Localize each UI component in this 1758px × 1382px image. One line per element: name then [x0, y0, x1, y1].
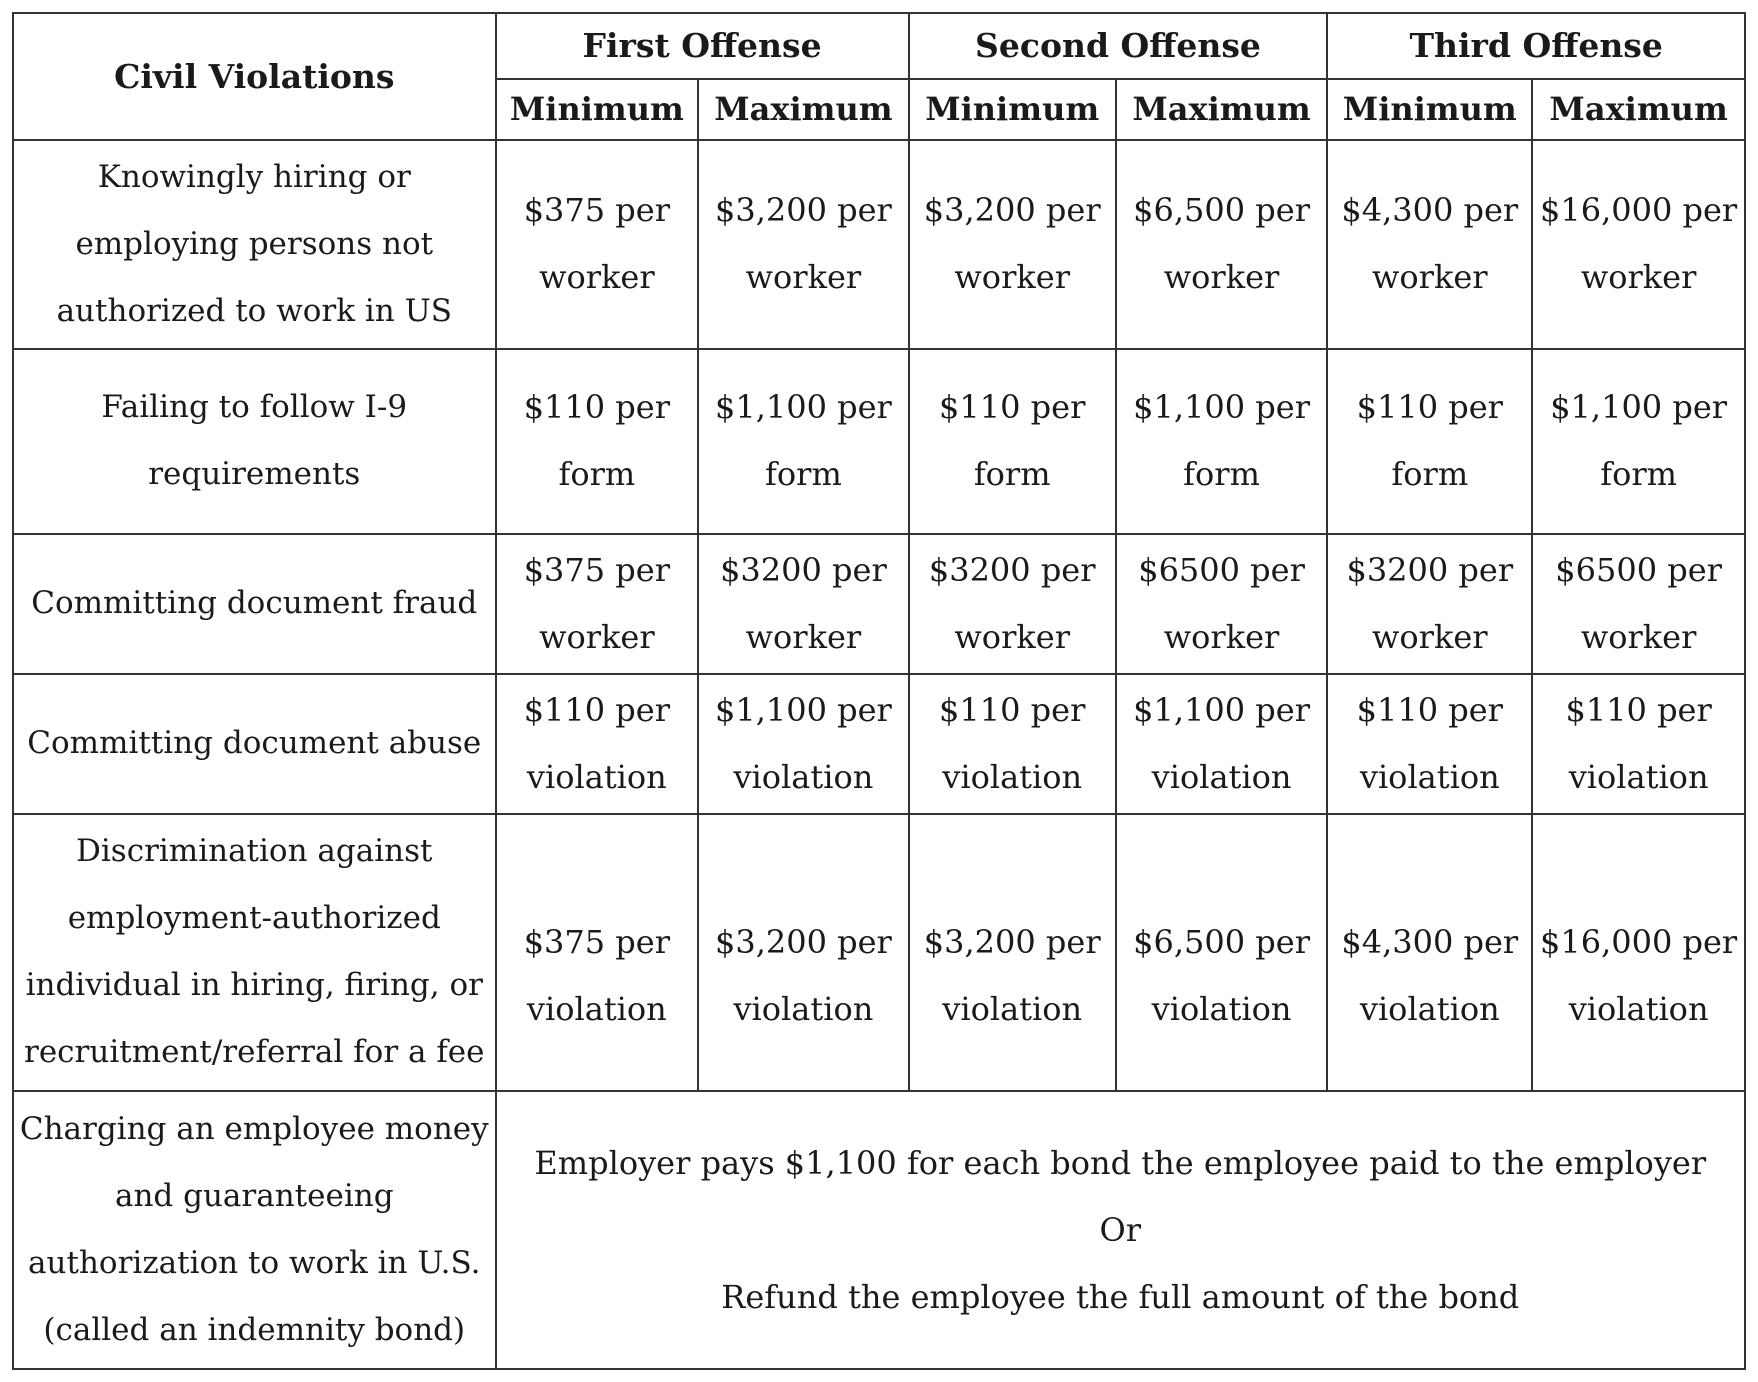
amount-text: $4,300 per [1341, 922, 1519, 961]
description-line: and guaranteeing [114, 1178, 394, 1215]
third-offense-maximum-cell [1532, 140, 1745, 349]
second-offense-maximum-cell [1116, 814, 1328, 1092]
second-offense-minimum-cell [909, 349, 1116, 534]
violation-description [13, 674, 496, 814]
second-offense-maximum-header: Maximum [1116, 79, 1328, 140]
second-offense-maximum-cell [1116, 349, 1328, 534]
amount-text: $375 per [523, 922, 671, 961]
description-line: individual in hiring, firing, or [25, 967, 483, 1004]
third-offense-minimum-cell [1327, 674, 1532, 814]
description-line: Discrimination against [76, 833, 433, 870]
amount-text: $3200 per [720, 550, 887, 589]
second-offense-minimum-cell [909, 674, 1116, 814]
third-offense-maximum-cell [1532, 814, 1745, 1092]
unit-text: form [1391, 455, 1469, 494]
amount-text: $1,100 per [714, 690, 892, 729]
amount-text: $6,500 per [1133, 191, 1310, 230]
unit-text: violation [733, 757, 874, 796]
amount-text: $110 per [1565, 690, 1712, 729]
first-offense-maximum-cell [698, 349, 908, 534]
unit-text: worker [954, 258, 1070, 297]
unit-text: violation [526, 989, 667, 1028]
description-line: Charging an employee money [19, 1111, 489, 1148]
bond-penalty-line: Employer pays $1,100 for each bond the employee paid to the employer [534, 1143, 1707, 1182]
unit-text: violation [1359, 989, 1500, 1028]
unit-text: violation [1151, 989, 1292, 1028]
amount-text: $3,200 per [714, 191, 892, 230]
amount-text: $3,200 per [923, 191, 1101, 230]
first-offense-maximum-header: Maximum [698, 79, 908, 140]
first-offense-minimum-cell [496, 534, 699, 674]
first-offense-header: First Offense [496, 13, 909, 79]
amount-text: $110 per [939, 388, 1086, 427]
amount-text: $110 per [1356, 388, 1503, 427]
unit-text: worker [1580, 258, 1697, 297]
amount-text: $110 per [1356, 690, 1503, 729]
first-offense-maximum-cell [698, 140, 908, 349]
third-offense-minimum-cell [1327, 534, 1532, 674]
third-offense-minimum-cell [1327, 349, 1532, 534]
table-row [13, 534, 1745, 674]
amount-text: $110 per [939, 690, 1086, 729]
second-offense-minimum-header: Minimum [909, 79, 1116, 140]
second-offense-maximum-cell [1116, 140, 1328, 349]
unit-text: violation [1359, 757, 1500, 796]
amount-text: $110 per [523, 690, 671, 729]
second-offense-maximum-cell [1116, 674, 1328, 814]
amount-text: $3,200 per [714, 922, 892, 961]
unit-text: form [973, 455, 1051, 494]
violation-description [13, 534, 496, 674]
first-offense-minimum-cell [496, 140, 699, 349]
amount-text: $110 per [523, 388, 671, 427]
unit-text: worker [539, 617, 655, 656]
third-offense-minimum-header: Minimum [1327, 79, 1532, 140]
amount-text: $4,300 per [1341, 191, 1519, 230]
amount-text: $1,100 per [1133, 388, 1310, 427]
unit-text: form [558, 455, 636, 494]
first-offense-maximum-cell [698, 674, 908, 814]
bond-penalty-line: Refund the employee the full amount of the bond [721, 1277, 1520, 1316]
table-row [13, 674, 1745, 814]
third-offense-maximum-cell [1532, 349, 1745, 534]
amount-text: $6,500 per [1133, 922, 1310, 961]
amount-text: $375 per [523, 550, 671, 589]
unit-text: form [1600, 455, 1677, 494]
description-line: authorization to work in U.S. [28, 1245, 481, 1282]
first-offense-minimum-header: Minimum [496, 79, 699, 140]
unit-text: violation [526, 757, 667, 796]
unit-text: violation [1568, 989, 1709, 1028]
unit-text: violation [942, 757, 1083, 796]
bond-penalty-line: Or [1099, 1210, 1142, 1249]
description-line: recruitment/referral for a fee [24, 1034, 485, 1071]
description-line: Committing document abuse [27, 725, 482, 762]
unit-text: violation [733, 989, 874, 1028]
table-row [13, 1091, 1745, 1369]
second-offense-minimum-cell [909, 140, 1116, 349]
first-offense-maximum-cell [698, 814, 908, 1092]
amount-text: $375 per [523, 191, 671, 230]
unit-text: form [765, 455, 842, 494]
amount-text: $6500 per [1138, 550, 1305, 589]
violation-description [13, 349, 496, 534]
second-offense-minimum-cell [909, 534, 1116, 674]
second-offense-minimum-cell [909, 814, 1116, 1092]
third-offense-maximum-header: Maximum [1532, 79, 1745, 140]
offense-header-row [13, 13, 1745, 79]
unit-text: violation [1151, 757, 1292, 796]
table-row [13, 140, 1745, 349]
amount-text: $3,200 per [923, 922, 1101, 961]
amount-text: $3200 per [1346, 550, 1514, 589]
description-line: Failing to follow I-9 [101, 389, 408, 426]
unit-text: worker [539, 258, 655, 297]
amount-text: $3200 per [928, 550, 1096, 589]
unit-text: worker [954, 617, 1070, 656]
unit-text: violation [1568, 757, 1709, 796]
first-offense-minimum-cell [496, 674, 699, 814]
description-line: Committing document fraud [31, 585, 478, 622]
violation-description [13, 814, 496, 1092]
amount-text: $1,100 per [1550, 388, 1728, 427]
amount-text: $16,000 per [1540, 922, 1738, 961]
amount-text: $16,000 per [1540, 191, 1738, 230]
second-offense-header: Second Offense [909, 13, 1328, 79]
unit-text: form [1183, 455, 1260, 494]
civil-violations-header: Civil Violations [13, 13, 496, 140]
unit-text: violation [942, 989, 1083, 1028]
description-line: employment-authorized [67, 900, 441, 937]
third-offense-minimum-cell [1327, 140, 1532, 349]
unit-text: worker [1372, 617, 1488, 656]
amount-text: $6500 per [1555, 550, 1722, 589]
bond-penalty-cell [496, 1091, 1745, 1369]
civil-violations-table [12, 12, 1746, 1370]
first-offense-maximum-cell [698, 534, 908, 674]
description-line: (called an indemnity bond) [43, 1312, 466, 1349]
unit-text: worker [1163, 258, 1280, 297]
amount-text: $1,100 per [714, 388, 892, 427]
violation-description [13, 1091, 496, 1369]
unit-text: worker [1163, 617, 1280, 656]
description-line: authorized to work in US [56, 292, 452, 329]
description-line: employing persons not [75, 225, 434, 262]
first-offense-minimum-cell [496, 349, 699, 534]
table-row [13, 814, 1745, 1092]
third-offense-maximum-cell [1532, 534, 1745, 674]
second-offense-maximum-cell [1116, 534, 1328, 674]
table-row [13, 349, 1745, 534]
third-offense-header: Third Offense [1327, 13, 1745, 79]
description-line: Knowingly hiring or [97, 158, 411, 195]
unit-text: worker [1580, 617, 1697, 656]
amount-text: $1,100 per [1133, 690, 1310, 729]
unit-text: worker [1372, 258, 1488, 297]
description-line: requirements [148, 456, 361, 493]
third-offense-maximum-cell [1532, 674, 1745, 814]
unit-text: worker [745, 258, 862, 297]
third-offense-minimum-cell [1327, 814, 1532, 1092]
violation-description [13, 140, 496, 349]
unit-text: worker [745, 617, 862, 656]
first-offense-minimum-cell [496, 814, 699, 1092]
